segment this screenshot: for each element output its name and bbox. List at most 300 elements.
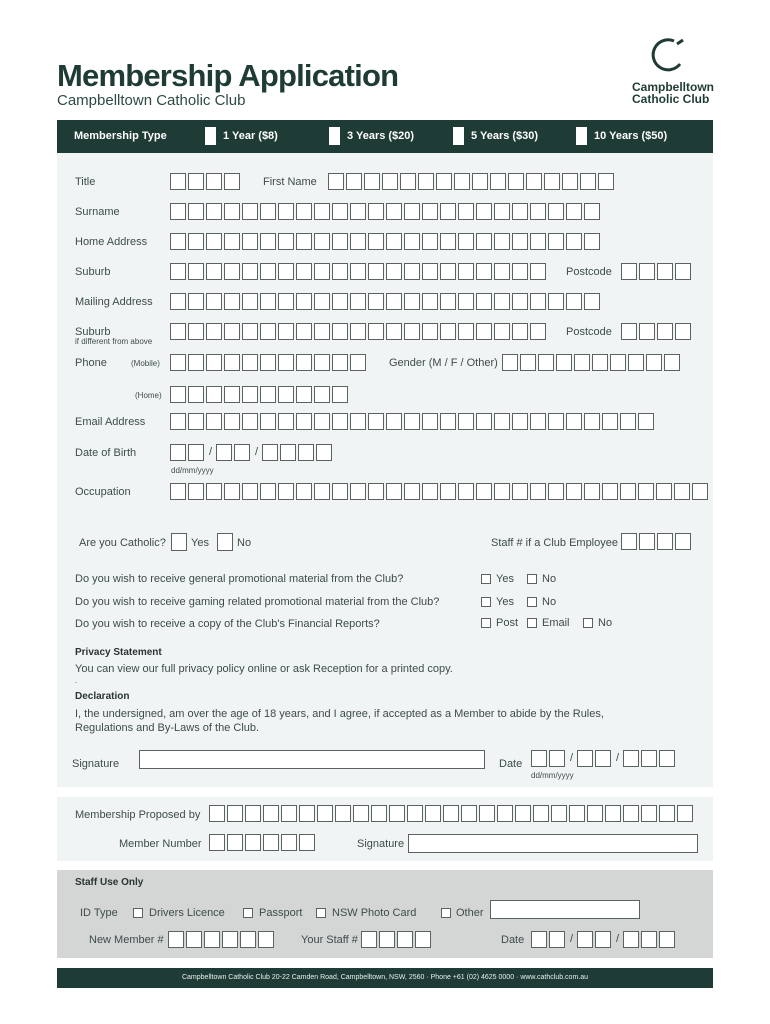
char-box[interactable] (404, 203, 420, 220)
char-box[interactable] (242, 354, 258, 371)
char-box[interactable] (595, 931, 611, 948)
home-address-input[interactable] (170, 233, 600, 250)
char-box[interactable] (188, 203, 204, 220)
char-box[interactable] (245, 834, 261, 851)
char-box[interactable] (512, 203, 528, 220)
char-box[interactable] (512, 263, 528, 280)
char-box[interactable] (458, 483, 474, 500)
char-box[interactable] (170, 323, 186, 340)
char-box[interactable] (386, 293, 402, 310)
char-box[interactable] (674, 483, 690, 500)
char-box[interactable] (549, 931, 565, 948)
char-box[interactable] (530, 323, 546, 340)
char-box[interactable] (206, 354, 222, 371)
char-box[interactable] (278, 203, 294, 220)
char-box[interactable] (538, 354, 554, 371)
char-box[interactable] (592, 354, 608, 371)
char-box[interactable] (188, 293, 204, 310)
char-box[interactable] (314, 483, 330, 500)
char-box[interactable] (371, 805, 387, 822)
char-box[interactable] (234, 444, 250, 461)
char-box[interactable] (598, 173, 614, 190)
char-box[interactable] (346, 173, 362, 190)
char-box[interactable] (170, 444, 186, 461)
drivers-licence-checkbox[interactable] (133, 908, 143, 918)
char-box[interactable] (479, 805, 495, 822)
char-box[interactable] (328, 173, 344, 190)
char-box[interactable] (415, 931, 431, 948)
char-box[interactable] (260, 203, 276, 220)
char-box[interactable] (298, 444, 314, 461)
char-box[interactable] (263, 834, 279, 851)
char-box[interactable] (170, 173, 186, 190)
option-5-years-checkbox[interactable] (453, 127, 464, 145)
char-box[interactable] (332, 483, 348, 500)
char-box[interactable] (584, 413, 600, 430)
char-box[interactable] (361, 931, 377, 948)
q3-email-checkbox[interactable] (527, 618, 537, 628)
char-box[interactable] (530, 293, 546, 310)
mailing-suburb-input[interactable] (170, 323, 546, 340)
char-box[interactable] (332, 233, 348, 250)
char-box[interactable] (206, 483, 222, 500)
char-box[interactable] (566, 203, 582, 220)
char-box[interactable] (188, 323, 204, 340)
char-box[interactable] (675, 533, 691, 550)
char-box[interactable] (620, 483, 636, 500)
char-box[interactable] (314, 293, 330, 310)
char-box[interactable] (386, 413, 402, 430)
char-box[interactable] (494, 413, 510, 430)
char-box[interactable] (278, 293, 294, 310)
char-box[interactable] (314, 386, 330, 403)
occupation-input[interactable] (170, 483, 708, 500)
char-box[interactable] (548, 293, 564, 310)
suburb-input[interactable] (170, 263, 546, 280)
char-box[interactable] (544, 173, 560, 190)
staff-number-input[interactable] (621, 533, 691, 550)
char-box[interactable] (675, 323, 691, 340)
char-box[interactable] (605, 805, 621, 822)
char-box[interactable] (224, 323, 240, 340)
char-box[interactable] (332, 354, 348, 371)
char-box[interactable] (422, 203, 438, 220)
char-box[interactable] (476, 323, 492, 340)
char-box[interactable] (623, 750, 639, 767)
char-box[interactable] (657, 323, 673, 340)
char-box[interactable] (170, 293, 186, 310)
char-box[interactable] (296, 293, 312, 310)
char-box[interactable] (530, 413, 546, 430)
char-box[interactable] (316, 444, 332, 461)
staff-date-month-input[interactable] (577, 931, 611, 948)
char-box[interactable] (639, 533, 655, 550)
char-box[interactable] (224, 413, 240, 430)
char-box[interactable] (242, 203, 258, 220)
char-box[interactable] (242, 413, 258, 430)
char-box[interactable] (186, 931, 202, 948)
char-box[interactable] (584, 293, 600, 310)
title-input[interactable] (170, 173, 240, 190)
char-box[interactable] (494, 203, 510, 220)
char-box[interactable] (188, 444, 204, 461)
char-box[interactable] (206, 413, 222, 430)
char-box[interactable] (404, 323, 420, 340)
char-box[interactable] (641, 931, 657, 948)
char-box[interactable] (574, 354, 590, 371)
char-box[interactable] (476, 483, 492, 500)
char-box[interactable] (224, 263, 240, 280)
char-box[interactable] (314, 203, 330, 220)
char-box[interactable] (548, 203, 564, 220)
char-box[interactable] (206, 323, 222, 340)
char-box[interactable] (602, 483, 618, 500)
char-box[interactable] (299, 834, 315, 851)
char-box[interactable] (386, 483, 402, 500)
char-box[interactable] (382, 173, 398, 190)
char-box[interactable] (494, 233, 510, 250)
mobile-phone-input[interactable] (170, 354, 366, 371)
mailing-address-input[interactable] (170, 293, 600, 310)
char-box[interactable] (170, 263, 186, 280)
char-box[interactable] (454, 173, 470, 190)
char-box[interactable] (332, 413, 348, 430)
char-box[interactable] (512, 293, 528, 310)
char-box[interactable] (206, 203, 222, 220)
your-staff-number-input[interactable] (361, 931, 431, 948)
char-box[interactable] (692, 483, 708, 500)
char-box[interactable] (350, 293, 366, 310)
char-box[interactable] (188, 483, 204, 500)
char-box[interactable] (168, 931, 184, 948)
char-box[interactable] (280, 444, 296, 461)
char-box[interactable] (530, 263, 546, 280)
char-box[interactable] (206, 293, 222, 310)
char-box[interactable] (332, 203, 348, 220)
char-box[interactable] (278, 233, 294, 250)
char-box[interactable] (364, 173, 380, 190)
char-box[interactable] (638, 413, 654, 430)
declaration-date-month-input[interactable] (577, 750, 611, 767)
char-box[interactable] (440, 293, 456, 310)
char-box[interactable] (584, 483, 600, 500)
first-name-input[interactable] (328, 173, 614, 190)
char-box[interactable] (245, 805, 261, 822)
other-id-input[interactable] (490, 900, 640, 919)
char-box[interactable] (566, 293, 582, 310)
postcode-input[interactable] (621, 263, 691, 280)
declaration-date-year-input[interactable] (623, 750, 675, 767)
char-box[interactable] (494, 263, 510, 280)
char-box[interactable] (422, 263, 438, 280)
char-box[interactable] (577, 931, 593, 948)
char-box[interactable] (458, 233, 474, 250)
char-box[interactable] (548, 413, 564, 430)
char-box[interactable] (620, 413, 636, 430)
char-box[interactable] (580, 173, 596, 190)
char-box[interactable] (368, 263, 384, 280)
char-box[interactable] (368, 483, 384, 500)
char-box[interactable] (206, 263, 222, 280)
char-box[interactable] (209, 805, 225, 822)
char-box[interactable] (440, 323, 456, 340)
email-input[interactable] (170, 413, 654, 430)
char-box[interactable] (314, 413, 330, 430)
char-box[interactable] (526, 173, 542, 190)
mailing-postcode-input[interactable] (621, 323, 691, 340)
char-box[interactable] (242, 263, 258, 280)
char-box[interactable] (260, 413, 276, 430)
char-box[interactable] (422, 323, 438, 340)
char-box[interactable] (242, 483, 258, 500)
nsw-photo-card-checkbox[interactable] (316, 908, 326, 918)
char-box[interactable] (404, 293, 420, 310)
char-box[interactable] (350, 354, 366, 371)
char-box[interactable] (490, 173, 506, 190)
char-box[interactable] (677, 805, 693, 822)
signature-input[interactable] (139, 750, 485, 769)
char-box[interactable] (296, 233, 312, 250)
char-box[interactable] (314, 263, 330, 280)
char-box[interactable] (314, 323, 330, 340)
char-box[interactable] (587, 805, 603, 822)
char-box[interactable] (476, 263, 492, 280)
char-box[interactable] (260, 323, 276, 340)
char-box[interactable] (278, 354, 294, 371)
char-box[interactable] (314, 354, 330, 371)
char-box[interactable] (379, 931, 395, 948)
char-box[interactable] (422, 293, 438, 310)
char-box[interactable] (224, 483, 240, 500)
proposed-by-input[interactable] (209, 805, 693, 822)
char-box[interactable] (260, 293, 276, 310)
char-box[interactable] (512, 323, 528, 340)
char-box[interactable] (206, 233, 222, 250)
char-box[interactable] (281, 805, 297, 822)
char-box[interactable] (386, 233, 402, 250)
char-box[interactable] (512, 413, 528, 430)
char-box[interactable] (659, 805, 675, 822)
char-box[interactable] (494, 293, 510, 310)
char-box[interactable] (548, 483, 564, 500)
char-box[interactable] (407, 805, 423, 822)
option-1-year-checkbox[interactable] (205, 127, 216, 145)
char-box[interactable] (404, 483, 420, 500)
char-box[interactable] (224, 293, 240, 310)
char-box[interactable] (404, 263, 420, 280)
char-box[interactable] (562, 173, 578, 190)
char-box[interactable] (296, 203, 312, 220)
char-box[interactable] (436, 173, 452, 190)
char-box[interactable] (404, 233, 420, 250)
char-box[interactable] (422, 413, 438, 430)
char-box[interactable] (299, 805, 315, 822)
option-10-years-checkbox[interactable] (576, 127, 587, 145)
char-box[interactable] (224, 386, 240, 403)
char-box[interactable] (610, 354, 626, 371)
char-box[interactable] (296, 386, 312, 403)
char-box[interactable] (641, 750, 657, 767)
char-box[interactable] (502, 354, 518, 371)
char-box[interactable] (335, 805, 351, 822)
char-box[interactable] (242, 293, 258, 310)
char-box[interactable] (296, 413, 312, 430)
char-box[interactable] (639, 323, 655, 340)
char-box[interactable] (260, 263, 276, 280)
char-box[interactable] (458, 323, 474, 340)
char-box[interactable] (623, 805, 639, 822)
char-box[interactable] (512, 483, 528, 500)
char-box[interactable] (531, 750, 547, 767)
char-box[interactable] (621, 533, 637, 550)
char-box[interactable] (332, 386, 348, 403)
char-box[interactable] (258, 931, 274, 948)
char-box[interactable] (397, 931, 413, 948)
char-box[interactable] (209, 834, 225, 851)
char-box[interactable] (188, 354, 204, 371)
char-box[interactable] (628, 354, 644, 371)
dob-month-input[interactable] (216, 444, 250, 461)
char-box[interactable] (566, 483, 582, 500)
char-box[interactable] (657, 533, 673, 550)
char-box[interactable] (440, 483, 456, 500)
char-box[interactable] (440, 263, 456, 280)
char-box[interactable] (170, 354, 186, 371)
char-box[interactable] (639, 263, 655, 280)
char-box[interactable] (641, 805, 657, 822)
char-box[interactable] (584, 233, 600, 250)
declaration-date-day-input[interactable] (531, 750, 565, 767)
char-box[interactable] (278, 323, 294, 340)
char-box[interactable] (476, 203, 492, 220)
char-box[interactable] (440, 203, 456, 220)
char-box[interactable] (188, 386, 204, 403)
char-box[interactable] (224, 354, 240, 371)
char-box[interactable] (566, 233, 582, 250)
char-box[interactable] (242, 323, 258, 340)
char-box[interactable] (224, 233, 240, 250)
char-box[interactable] (227, 834, 243, 851)
char-box[interactable] (497, 805, 513, 822)
char-box[interactable] (332, 323, 348, 340)
char-box[interactable] (623, 931, 639, 948)
char-box[interactable] (350, 263, 366, 280)
char-box[interactable] (170, 233, 186, 250)
char-box[interactable] (350, 323, 366, 340)
char-box[interactable] (188, 233, 204, 250)
char-box[interactable] (224, 173, 240, 190)
char-box[interactable] (262, 444, 278, 461)
char-box[interactable] (278, 263, 294, 280)
char-box[interactable] (476, 413, 492, 430)
char-box[interactable] (263, 805, 279, 822)
char-box[interactable] (260, 386, 276, 403)
char-box[interactable] (278, 386, 294, 403)
proposer-signature-input[interactable] (408, 834, 698, 853)
char-box[interactable] (350, 233, 366, 250)
char-box[interactable] (222, 931, 238, 948)
char-box[interactable] (296, 263, 312, 280)
dob-day-input[interactable] (170, 444, 204, 461)
char-box[interactable] (512, 233, 528, 250)
char-box[interactable] (508, 173, 524, 190)
staff-date-year-input[interactable] (623, 931, 675, 948)
new-member-number-input[interactable] (168, 931, 274, 948)
char-box[interactable] (584, 203, 600, 220)
char-box[interactable] (530, 233, 546, 250)
char-box[interactable] (530, 483, 546, 500)
char-box[interactable] (458, 413, 474, 430)
q2-yes-checkbox[interactable] (481, 597, 491, 607)
char-box[interactable] (386, 263, 402, 280)
char-box[interactable] (386, 323, 402, 340)
char-box[interactable] (170, 483, 186, 500)
member-number-input[interactable] (209, 834, 315, 851)
char-box[interactable] (353, 805, 369, 822)
char-box[interactable] (332, 263, 348, 280)
home-phone-input[interactable] (170, 386, 348, 403)
char-box[interactable] (216, 444, 232, 461)
char-box[interactable] (242, 386, 258, 403)
option-3-years-checkbox[interactable] (329, 127, 340, 145)
char-box[interactable] (494, 483, 510, 500)
char-box[interactable] (458, 263, 474, 280)
char-box[interactable] (188, 263, 204, 280)
char-box[interactable] (657, 263, 673, 280)
char-box[interactable] (368, 413, 384, 430)
q2-no-checkbox[interactable] (527, 597, 537, 607)
char-box[interactable] (281, 834, 297, 851)
char-box[interactable] (422, 483, 438, 500)
char-box[interactable] (170, 203, 186, 220)
surname-input[interactable] (170, 203, 600, 220)
char-box[interactable] (577, 750, 593, 767)
q1-no-checkbox[interactable] (527, 574, 537, 584)
char-box[interactable] (533, 805, 549, 822)
char-box[interactable] (240, 931, 256, 948)
char-box[interactable] (664, 354, 680, 371)
char-box[interactable] (520, 354, 536, 371)
char-box[interactable] (317, 805, 333, 822)
char-box[interactable] (350, 413, 366, 430)
char-box[interactable] (350, 483, 366, 500)
char-box[interactable] (296, 323, 312, 340)
char-box[interactable] (206, 386, 222, 403)
char-box[interactable] (242, 233, 258, 250)
char-box[interactable] (549, 750, 565, 767)
passport-checkbox[interactable] (243, 908, 253, 918)
char-box[interactable] (569, 805, 585, 822)
char-box[interactable] (350, 203, 366, 220)
char-box[interactable] (566, 413, 582, 430)
char-box[interactable] (404, 413, 420, 430)
char-box[interactable] (188, 173, 204, 190)
char-box[interactable] (638, 483, 654, 500)
char-box[interactable] (548, 233, 564, 250)
char-box[interactable] (368, 203, 384, 220)
char-box[interactable] (458, 293, 474, 310)
char-box[interactable] (458, 203, 474, 220)
char-box[interactable] (170, 413, 186, 430)
char-box[interactable] (659, 931, 675, 948)
char-box[interactable] (278, 413, 294, 430)
char-box[interactable] (494, 323, 510, 340)
char-box[interactable] (472, 173, 488, 190)
char-box[interactable] (675, 263, 691, 280)
char-box[interactable] (206, 173, 222, 190)
dob-year-input[interactable] (262, 444, 332, 461)
char-box[interactable] (422, 233, 438, 250)
